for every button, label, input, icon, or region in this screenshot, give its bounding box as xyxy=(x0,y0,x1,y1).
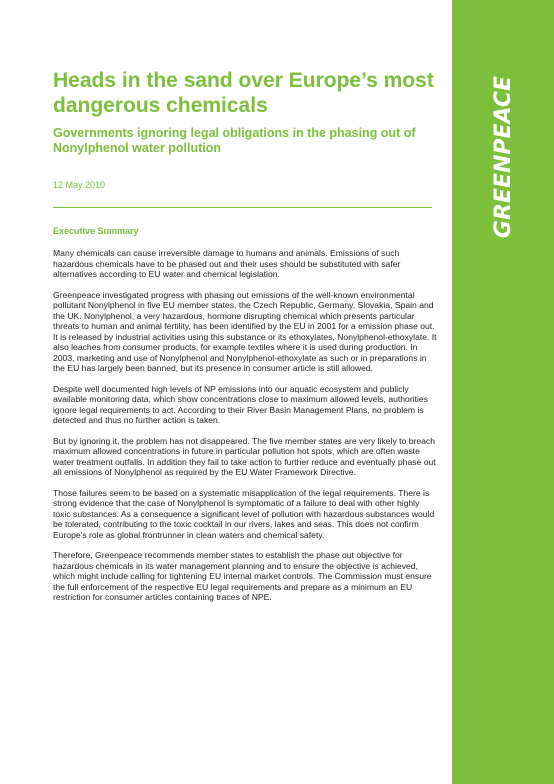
paragraph: But by ignoring it, the problem has not disappeared. The five member states are very likely to breach maximum allowed concentrations in future in particular pollution hot spots, which are often waste water treatment outfalls. In addition they fail to take action to further reduce and eventually phase out all emissions of Nonylphenol as required by the EU Water Framework Directive. xyxy=(53,435,436,477)
paragraph: Greenpeace investigated progress with phasing out emissions of the well-known environmental pollutant Nonylphenol in five EU member states, the Czech Republic, Germany, Slovakia, Spain and the UK. Nonylphenol, a very hazardous, hormone disrupting chemical which presents particular threats to human and animal fertility, has been identified by the EU in 2001 for a emission phase out. It is released by industrial activities using this substance or its ethoxylates, Nonylphenol-ethoxylate. It also leaches from consumer products, for example textiles where it is used during production. In 2003, marketing and use of Nonylphenol and Nonylphenol-ethoxylate as such or in preparations in the EU has largely been banned, but its presence in consumer article is still allowed. xyxy=(53,289,437,373)
document-title: Heads in the sand over Europe’s most dangerous chemicals xyxy=(53,69,434,117)
document-subtitle: Governments ignoring legal obligations in the phasing out of Nonylphenol water pollution xyxy=(53,126,416,155)
logo-text: GREENPEACE xyxy=(490,75,516,239)
summary-body xyxy=(53,248,438,613)
paragraph: Therefore, Greenpeace recommends member states to establish the phase out objective for hazardous chemicals in its water management planning and to ensure the objective is achieved, which might include calling for tightening EU internal market controls. The Commission must ensure the full enforcement of the respective EU legal requirements and prepare as a minimum an EU restriction for consumer articles containing traces of NPE. xyxy=(53,550,432,602)
paragraph: Despite well documented high levels of NP emissions into our aquatic ecosystem and publicly available monitoring data, which show concentrations close to maximum allowed levels, authorities ignore legal requirements to act. According to their River Basin Management Plans, no problem is detected and thus no further action is taken. xyxy=(53,383,428,425)
paragraph: Those failures seem to be based on a systematic misapplication of the legal requirements. There is strong evidence that the case of Nonylphenol is symptomatic of a failure to deal with other highly toxic substances. As a consequence a significant level of pollution with hazardous substances would be tolerated, contributing to the toxic cocktail in our rivers, lakes and seas. This does not confirm Europe's role as global frontrunner in clean waters and chemical safety. xyxy=(53,487,435,540)
paragraph: Many chemicals can cause irreversible damage to humans and animals. Emissions of such hazardous chemicals have to be phased out and their uses should be substituted with safer alternatives according to EU water and chemical legislation. xyxy=(53,248,401,279)
document-date: 12 May 2010 xyxy=(53,180,106,190)
section-heading: Executive Summary xyxy=(53,226,139,236)
divider xyxy=(53,207,432,208)
greenpeace-logo xyxy=(488,75,518,239)
